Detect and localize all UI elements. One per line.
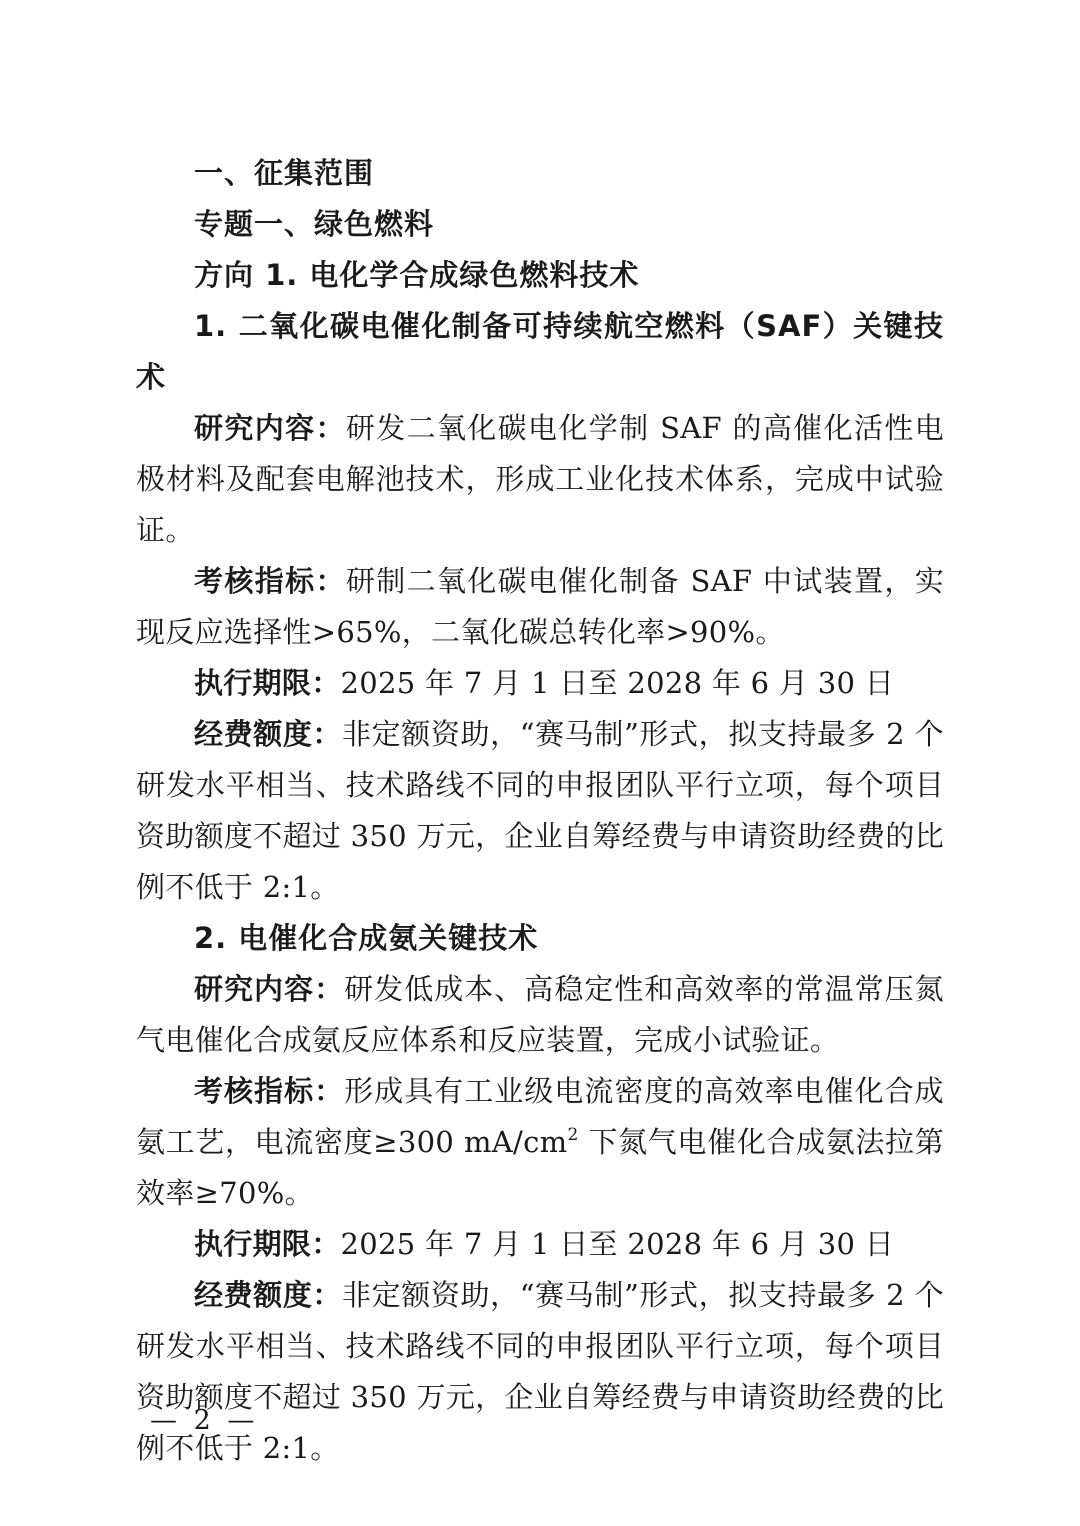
page-number: — 2 — bbox=[150, 1405, 259, 1436]
section-title: 一、征集范围 bbox=[194, 156, 375, 190]
document-body bbox=[136, 148, 944, 1474]
superscript-two: 2 bbox=[567, 1125, 579, 1145]
research-text: 研发二氧化碳电化学制 SAF 的高催化活性电极材料及配套电解池技术，形成工业化技术体系，完成中试验证。 bbox=[136, 411, 944, 547]
item-2-assessment-paragraph bbox=[136, 1066, 944, 1219]
research-label: 研究内容： bbox=[194, 411, 346, 445]
item-1-research-paragraph bbox=[136, 403, 944, 556]
period-text: 2025 年 7 月 1 日至 2028 年 6 月 30 日 bbox=[340, 1227, 895, 1261]
assessment-text-after: 下氮气电催化合成氨法拉第效率≥70%。 bbox=[136, 1125, 944, 1210]
research-label: 研究内容： bbox=[194, 972, 345, 1006]
item-1-title: 1. 二氧化碳电催化制备可持续航空燃料（SAF）关键技术 bbox=[136, 309, 944, 394]
funding-label: 经费额度： bbox=[194, 717, 343, 751]
research-text: 研发低成本、高稳定性和高效率的常温常压氮气电催化合成氨反应体系和反应装置，完成小试验证。 bbox=[136, 972, 944, 1057]
assessment-label: 考核指标： bbox=[194, 564, 346, 598]
direction-title: 方向 1. 电化学合成绿色燃料技术 bbox=[194, 258, 640, 292]
period-label: 执行期限： bbox=[194, 666, 341, 700]
assessment-text: 研制二氧化碳电催化制备 SAF 中试装置，实现反应选择性>65%，二氧化碳总转化率>90%。 bbox=[136, 564, 944, 649]
assessment-text-before: 形成具有工业级电流密度的高效率电催化合成氨工艺，电流密度≥300 mA/cm bbox=[136, 1074, 944, 1159]
assessment-label: 考核指标： bbox=[194, 1074, 345, 1108]
item-2-research-paragraph bbox=[136, 964, 944, 1066]
item-1-period-paragraph bbox=[136, 658, 944, 709]
item-1-funding-paragraph bbox=[136, 709, 944, 913]
topic-title: 专题一、绿色燃料 bbox=[194, 207, 435, 241]
item-2-period-paragraph bbox=[136, 1219, 944, 1270]
period-text: 2025 年 7 月 1 日至 2028 年 6 月 30 日 bbox=[340, 666, 895, 700]
funding-label: 经费额度： bbox=[194, 1278, 343, 1312]
item-2-title: 2. 电催化合成氨关键技术 bbox=[194, 921, 539, 955]
item-2-funding-paragraph bbox=[136, 1270, 944, 1474]
funding-text: 非定额资助，“赛马制”形式，拟支持最多 2 个研发水平相当、技术路线不同的申报团队平行立项，每个项目资助额度不超过 350 万元，企业自筹经费与申请资助经费的比例不低于 2:1。 bbox=[136, 1278, 944, 1465]
funding-text: 非定额资助，“赛马制”形式，拟支持最多 2 个研发水平相当、技术路线不同的申报团队平行立项，每个项目资助额度不超过 350 万元，企业自筹经费与申请资助经费的比例不低于 2:1。 bbox=[136, 717, 944, 904]
item-1-assessment-paragraph bbox=[136, 556, 944, 658]
period-label: 执行期限： bbox=[194, 1227, 341, 1261]
